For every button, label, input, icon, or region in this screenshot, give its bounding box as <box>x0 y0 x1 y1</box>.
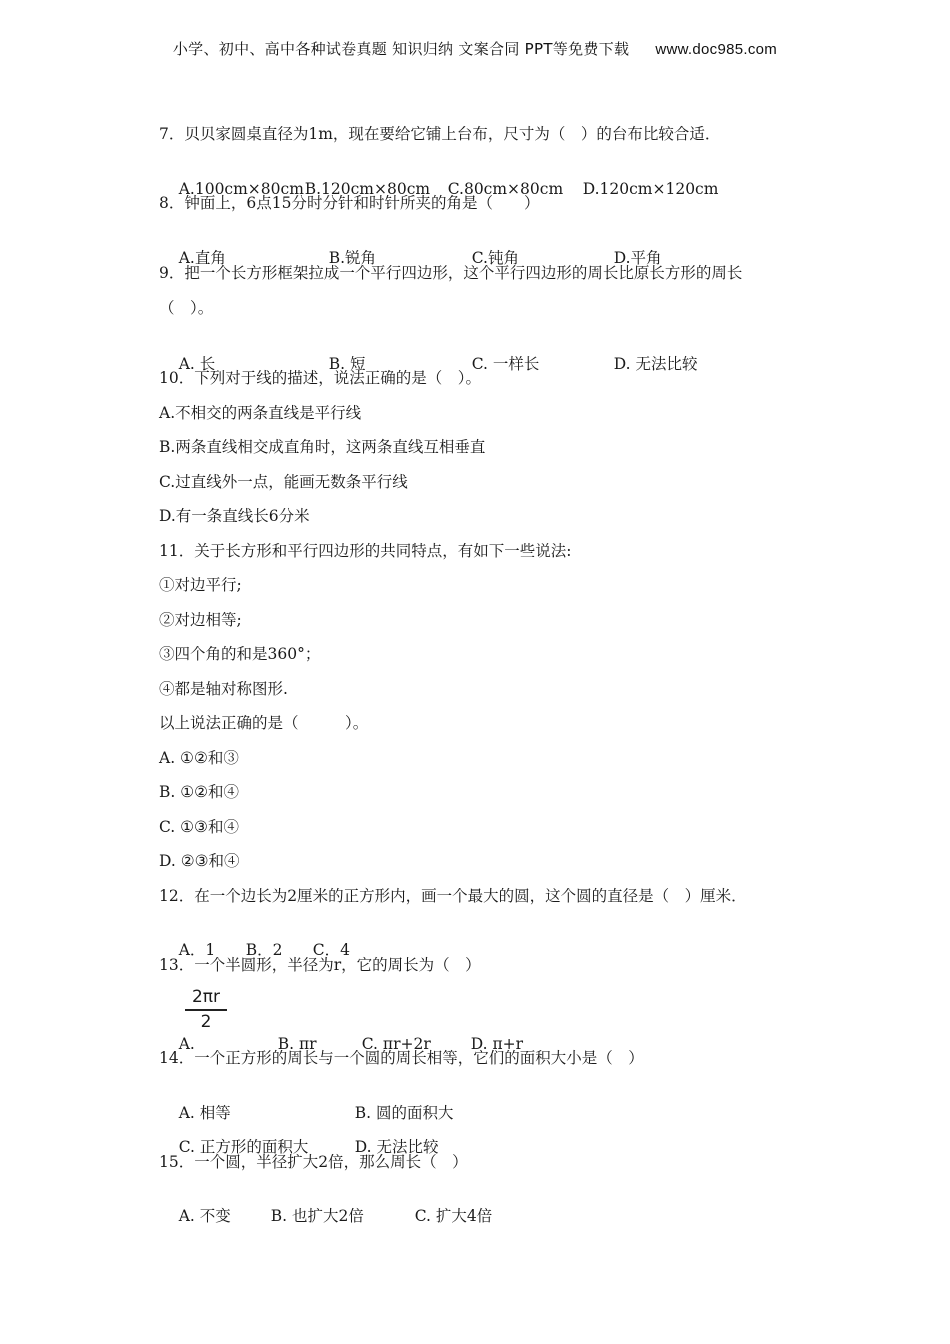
q15-options <box>159 1186 492 1246</box>
q14-stem: 14．一个正方形的周长与一个圆的周长相等，它们的面积大小是（ ） <box>159 1049 644 1067</box>
fraction-numerator: 2πr <box>185 986 227 1011</box>
q9-option-b: B. 短 <box>328 355 366 373</box>
q8-option-d: D.平角 <box>613 249 662 267</box>
q10-option-b: B.两条直线相交成直角时，这两条直线互相垂直 <box>159 438 486 456</box>
q9-option-d: D. 无法比较 <box>613 355 698 373</box>
q9-option-c: C. 一样长 <box>471 355 540 373</box>
q10-option-c: C.过直线外一点，能画无数条平行线 <box>159 473 408 491</box>
q14-option-c: C. 正方形的面积大 <box>178 1138 309 1156</box>
q14-option-d: D. 无法比较 <box>354 1138 439 1156</box>
q12-option-c: C．4 <box>312 941 350 959</box>
q7-option-c: C.80cm×80cm <box>447 180 564 198</box>
q13-stem: 13．一个半圆形，半径为r，它的周长为（ ） <box>159 956 481 974</box>
q11-option-b: B. ①②和④ <box>159 783 240 801</box>
q12-option-a: A．1 <box>178 941 216 959</box>
q11-option-a: A. ①②和③ <box>159 749 239 767</box>
q12-option-b: B．2 <box>245 941 283 959</box>
q11-statement-3: ③四个角的和是360°； <box>159 645 321 663</box>
q8-option-c: C.钝角 <box>471 249 519 267</box>
q7-option-d: D.120cm×120cm <box>582 180 719 198</box>
fraction-denominator: 2 <box>200 1012 212 1032</box>
q14-option-b: B. 圆的面积大 <box>354 1104 454 1122</box>
q15-option-c: C. 扩大4倍 <box>414 1207 493 1225</box>
q7-stem: 7．贝贝家圆桌直径为1m，现在要给它铺上台布，尺寸为（ ）的台布比较合适． <box>159 125 721 143</box>
q13-option-b: B. πr <box>277 1035 317 1053</box>
q12-stem: 12．在一个边长为2厘米的正方形内，画一个最大的圆，这个圆的直径是（ ）厘米． <box>159 887 747 905</box>
header-text: 小学、初中、高中各种试卷真题 知识归纳 文案合同 PPT等免费下载 <box>172 40 630 58</box>
q11-stem: 11．关于长方形和平行四边形的共同特点，有如下一些说法: <box>159 542 572 560</box>
q9-stem-cont: （ ）。 <box>159 299 214 317</box>
q8-option-b: B.锐角 <box>328 249 377 267</box>
q11-option-d: D. ②③和④ <box>159 852 240 870</box>
q15-option-a: A. 不变 <box>178 1207 231 1225</box>
q11-statement-1: ①对边平行; <box>159 576 242 594</box>
q10-stem: 10．下列对于线的描述，说法正确的是（ ）。 <box>159 369 481 387</box>
q11-statement-2: ②对边相等; <box>159 611 242 629</box>
q8-option-a: A.直角 <box>178 249 226 267</box>
q13-option-c: C. πr+2r <box>361 1035 431 1053</box>
q11-option-c: C. ①③和④ <box>159 818 239 836</box>
q13-option-a: A. <box>178 1035 195 1053</box>
page-header <box>0 38 950 59</box>
q7-option-a: A.100cm×80cm <box>178 180 304 198</box>
q10-option-a: A.不相交的两条直线是平行线 <box>159 404 362 422</box>
q14-option-a: A. 相等 <box>178 1104 231 1122</box>
header-url[interactable]: www.doc985.com <box>655 41 778 58</box>
q11-statement-4: ④都是轴对称图形. <box>159 680 288 698</box>
q9-stem: 9．把一个长方形框架拉成一个平行四边形，这个平行四边形的周长比原长方形的周长 <box>159 264 743 282</box>
q10-option-d: D.有一条直线长6分米 <box>159 507 310 525</box>
q13-option-d: D. π+r <box>470 1035 524 1053</box>
q11-ask: 以上说法正确的是（ ）。 <box>159 714 369 732</box>
q15-stem: 15．一个圆，半径扩大2倍，那么周长（ ） <box>159 1153 468 1171</box>
q8-stem: 8．钟面上，6点15分时分针和时针所夹的角是（ ） <box>159 194 540 212</box>
q7-option-b: B.120cm×80cm <box>304 180 431 198</box>
q15-option-b: B. 也扩大2倍 <box>270 1207 364 1225</box>
q9-option-a: A. 长 <box>178 355 216 373</box>
